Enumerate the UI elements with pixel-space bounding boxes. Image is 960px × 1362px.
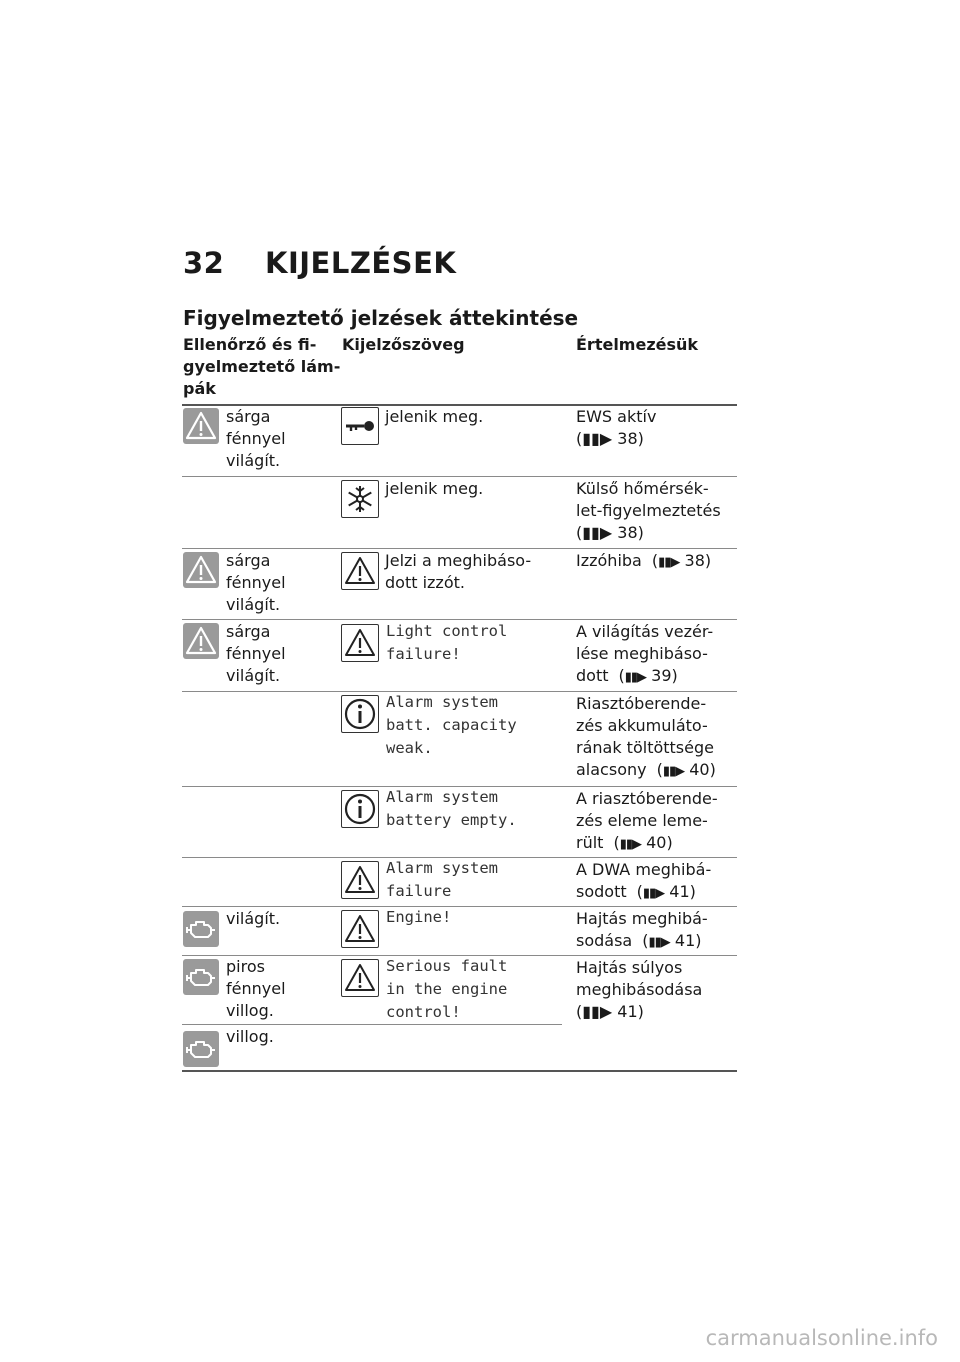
warning-triangle-icon <box>341 552 379 590</box>
lamp-state-text: világít. <box>226 909 281 928</box>
display-text: Engine! <box>386 908 452 926</box>
display-text: Serious fault in the engine control! <box>386 957 508 1021</box>
chapter-title: KIJELZÉSEK <box>265 246 457 280</box>
warning-triangle-icon <box>341 959 379 997</box>
snowflake-icon <box>341 480 379 518</box>
engine-icon <box>183 1031 219 1067</box>
row-divider <box>182 476 737 477</box>
warning-triangle-icon <box>183 552 219 588</box>
key-icon <box>341 407 379 445</box>
watermark: carmanualsonline.info <box>705 1326 938 1350</box>
warning-triangle-icon <box>183 623 219 659</box>
warning-triangle-icon <box>183 408 219 444</box>
meaning-text: Hajtás meghibá- sodása (▮▮▶ 41) <box>576 909 708 950</box>
lamp-state-text: sárga fénnyel világít. <box>226 551 286 614</box>
column-header-meaning: Értelmezésük <box>576 335 699 354</box>
engine-icon <box>183 911 219 947</box>
lamp-state-text: sárga fénnyel világít. <box>226 622 286 685</box>
table-bottom-rule <box>182 1070 737 1072</box>
page-number: 32 <box>183 246 225 280</box>
meaning-text: Izzóhiba (▮▮▶ 38) <box>576 551 712 570</box>
lamp-state-text: sárga fénnyel világít. <box>226 407 286 470</box>
warning-triangle-icon <box>341 624 379 662</box>
display-text: Light control failure! <box>386 622 508 663</box>
display-text: Alarm system battery empty. <box>386 788 517 829</box>
meaning-text: A világítás vezér- lése meghibáso- dott (▮▮▶ 39) <box>576 622 714 685</box>
display-text: jelenik meg. <box>385 407 484 426</box>
row-divider-partial <box>182 1024 562 1025</box>
page-heading <box>183 246 456 280</box>
lamp-state-text: piros fénnyel villog. <box>226 957 286 1020</box>
column-header-display-text: Kijelzőszöveg <box>342 335 465 354</box>
row-divider <box>182 548 737 549</box>
meaning-text: Külső hőmérsék- let-figyelmeztetés (▮▮▶ 38) <box>576 479 721 542</box>
row-divider <box>182 906 737 907</box>
column-header-lamps: Ellenőrző és fi- gyelmeztető lám- pák <box>183 335 341 398</box>
display-text: jelenik meg. <box>385 479 484 498</box>
meaning-text: A riasztóberende- zés eleme leme- rült (▮▮▶ 40) <box>576 789 718 852</box>
warning-triangle-icon <box>341 910 379 948</box>
meaning-text: Riasztóberende- zés akkumuláto- rának töltöttsége alacsony (▮▮▶ 40) <box>576 694 716 779</box>
lamp-state-text: villog. <box>226 1027 274 1046</box>
info-icon <box>341 695 379 733</box>
display-text: Alarm system batt. capacity weak. <box>386 693 517 757</box>
section-title: Figyelmeztető jelzések áttekintése <box>183 306 579 330</box>
meaning-text: EWS aktív (▮▮▶ 38) <box>576 407 657 448</box>
engine-icon <box>183 959 219 995</box>
info-icon <box>341 790 379 828</box>
display-text: Alarm system failure <box>386 859 498 900</box>
warning-triangle-icon <box>341 861 379 899</box>
meaning-text: Hajtás súlyos meghibásodása (▮▮▶ 41) <box>576 958 703 1021</box>
display-text: Jelzi a meghibáso- dott izzót. <box>385 551 532 592</box>
meaning-text: A DWA meghibá- sodott (▮▮▶ 41) <box>576 860 712 901</box>
